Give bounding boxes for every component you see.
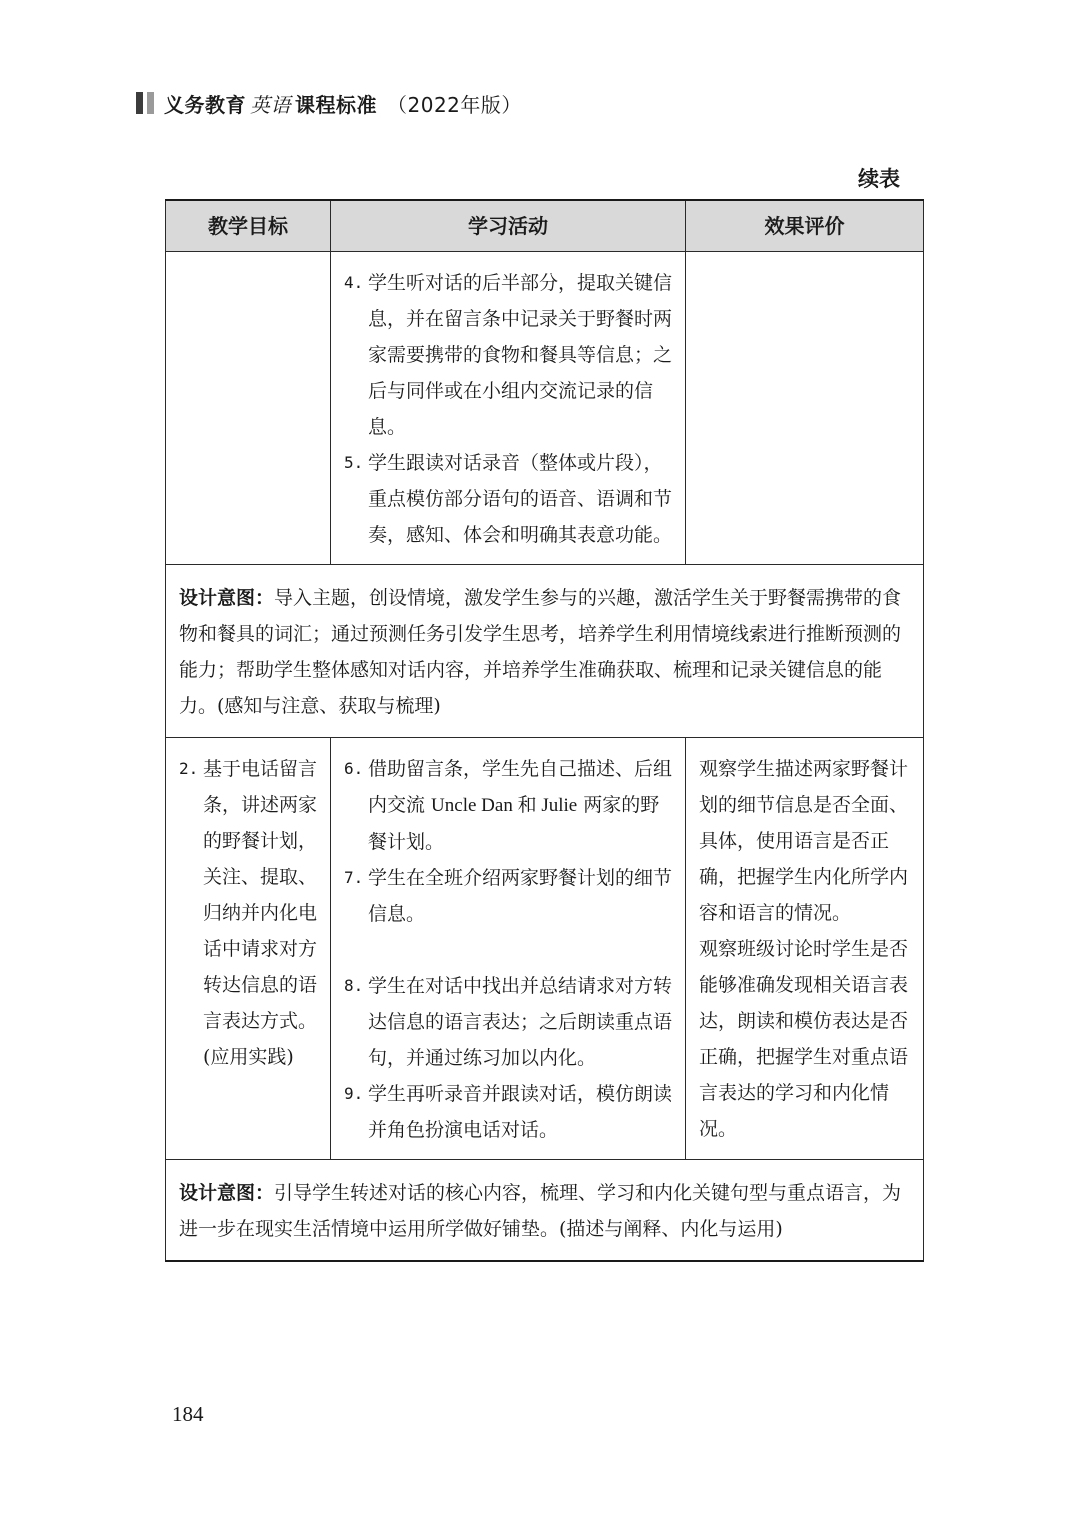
evaluation-cell	[686, 738, 924, 1160]
activity-item	[344, 445, 674, 553]
activity-text: 学生在对话中找出并总结请求对方转达信息的语言表达；之后朗读重点语句，并通过练习加以内化。	[368, 975, 673, 1069]
title-part-b: 课程标准	[295, 92, 377, 117]
design-intent-row	[166, 1160, 924, 1262]
goal-cell	[166, 738, 331, 1160]
table-row	[166, 252, 924, 565]
evaluation-text: 观察学生描述两家野餐计划的细节信息是否全面、具体，使用语言是否正确，把握学生内化所学内容和语言的情况。	[699, 758, 909, 924]
goal-text: 基于电话留言条，讲述两家的野餐计划，关注、提取、归纳并内化电话中请求对方转达信息的语言表达方式。(应用实践)	[203, 758, 318, 1068]
page-number: 184	[172, 1402, 204, 1426]
activity-number: 4.	[344, 273, 364, 292]
design-intent-label: 设计意图：	[179, 1182, 275, 1204]
activity-text: 学生听对话的后半部分，提取关键信息，并在留言条中记录关于野餐时两家需要携带的食物和餐具等信息；之后与同伴或在小组内交流记录的信息。	[368, 272, 673, 438]
activity-cell	[331, 738, 686, 1160]
activity-item	[344, 968, 674, 1076]
activity-number: 8.	[344, 976, 364, 995]
design-intent-text: 导入主题，创设情境，激发学生参与的兴趣，激活学生关于野餐需携带的食物和餐具的词汇；通过预测任务引发学生思考，培养学生利用情境线索进行推断预测的能力；帮助学生整体感知对话内容，并培养学生准确获取、梳理和记录关键信息的能力。(感知与注意、获取与梳理)	[179, 587, 902, 717]
activity-text-names: Uncle Dan 和 Julie	[431, 795, 578, 816]
book-title	[164, 89, 522, 118]
evaluation-text: 观察班级讨论时学生是否能够准确发现相关语言表达，朗读和模仿表达是否正确，把握学生对重点语言表达的学习和内化情况。	[699, 938, 909, 1140]
activity-text	[368, 751, 674, 860]
activity-item	[344, 1076, 674, 1148]
column-header-goal: 教学目标	[166, 200, 331, 252]
design-intent-cell	[166, 1160, 924, 1262]
lesson-table	[165, 199, 924, 1262]
activity-item	[344, 751, 674, 860]
activity-text: 学生跟读对话录音（整体或片段），重点模仿部分语句的语音、语调和节奏，感知、体会和明确其表意功能。	[368, 452, 673, 546]
design-intent-text: 引导学生转述对话的核心内容，梳理、学习和内化关键句型与重点语言，为进一步在现实生活情境中运用所学做好铺垫。(描述与阐释、内化与运用)	[179, 1182, 902, 1240]
activity-cell	[331, 252, 686, 565]
table-header-row	[166, 200, 924, 252]
column-header-activity: 学习活动	[331, 200, 686, 252]
title-part-a: 义务教育	[164, 92, 246, 117]
activity-text-part: 借助留言条，学生先自己描述、后组内交流	[368, 758, 673, 816]
design-intent-row	[166, 565, 924, 738]
design-intent-label: 设计意图：	[179, 587, 275, 609]
header-bars-decoration	[136, 92, 154, 114]
goal-text	[167, 253, 329, 275]
activity-number: 6.	[344, 759, 364, 778]
title-edition: （2022年版）	[387, 92, 522, 117]
activity-item	[344, 860, 674, 932]
activity-number: 9.	[344, 1084, 364, 1103]
goal-item	[179, 751, 319, 1075]
evaluation-cell	[686, 252, 924, 565]
activity-text-part: 两家的野餐计划。	[368, 794, 660, 853]
column-header-evaluation: 效果评价	[686, 200, 924, 252]
title-subject: 英语	[250, 92, 291, 117]
activity-number: 5.	[344, 453, 364, 472]
table-row	[166, 738, 924, 1160]
running-head	[136, 88, 522, 118]
activity-text: 学生再听录音并跟读对话，模仿朗读并角色扮演电话对话。	[368, 1083, 673, 1141]
activity-number: 7.	[344, 868, 364, 887]
continued-label: 续表	[858, 167, 900, 191]
activity-item	[344, 265, 674, 445]
design-intent-cell	[166, 565, 924, 738]
goal-cell	[166, 252, 331, 565]
activity-text: 学生在全班介绍两家野餐计划的细节信息。	[368, 867, 673, 925]
goal-number: 2.	[179, 759, 199, 778]
